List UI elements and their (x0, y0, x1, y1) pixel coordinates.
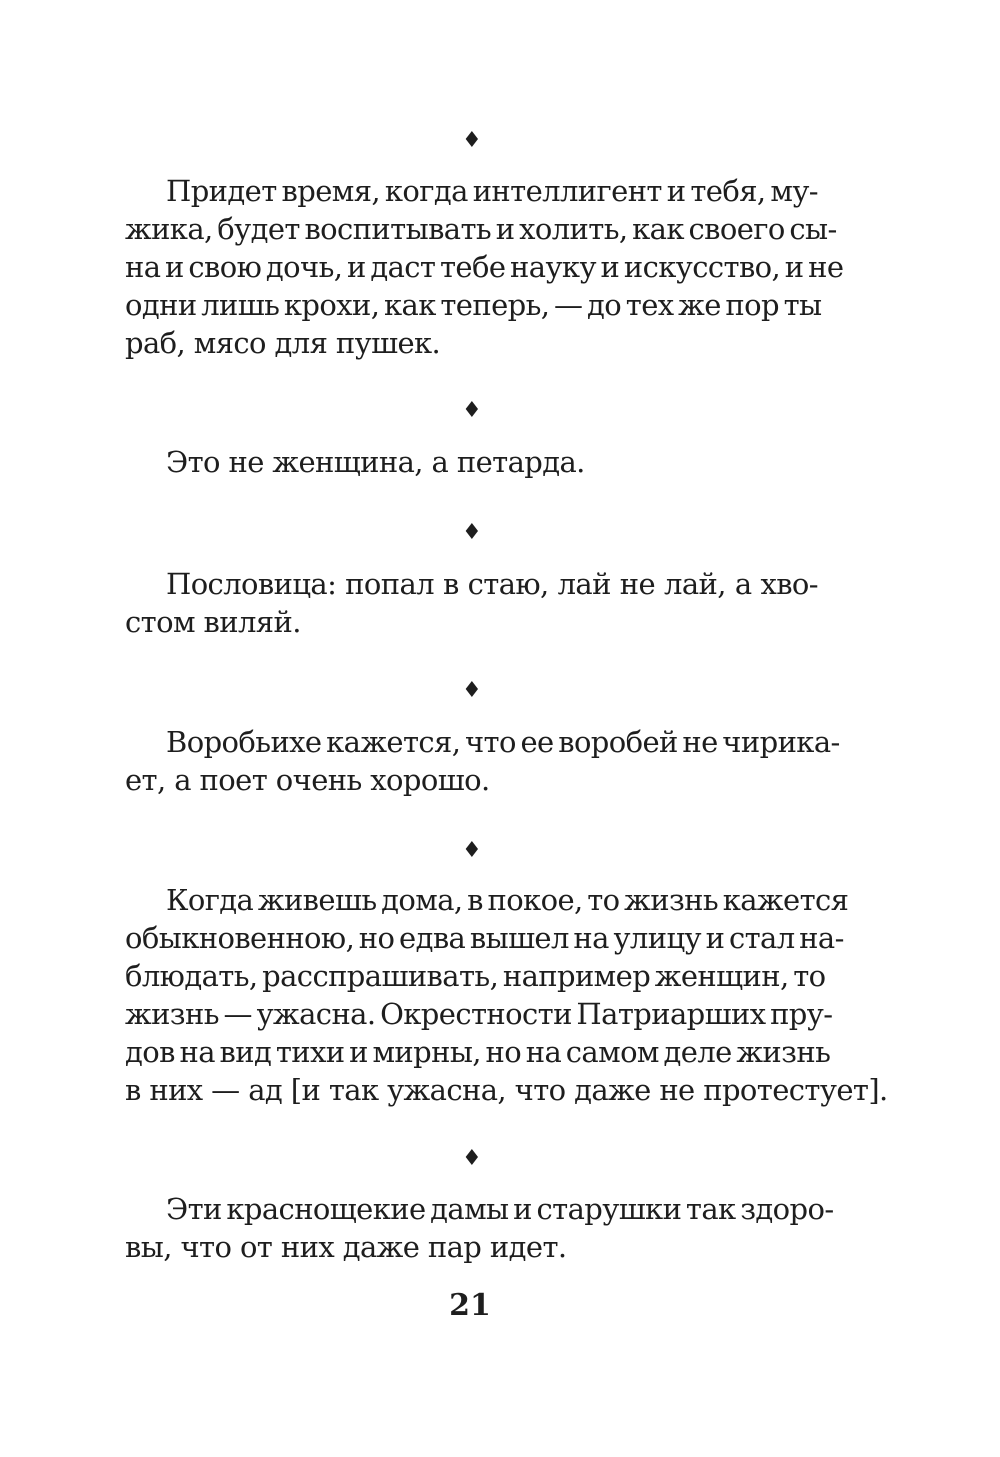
text-line: стом виляй. (125, 605, 301, 639)
text-line: одни лишь крохи, как теперь, — до тех же пор ты (125, 288, 822, 322)
separator-diamond: ♦ (462, 678, 482, 703)
text-line: на и свою дочь, и даст тебе науку и искусство, и не (125, 250, 844, 284)
text-line: вы, что от них даже пар идет. (125, 1230, 567, 1264)
text-line: раб, мясо для пушек. (125, 326, 441, 360)
text-line: Когда живешь дома, в покое, то жизнь кажется (166, 883, 849, 917)
text-line: жика, будет воспитывать и холить, как своего сы- (125, 212, 837, 246)
text-line: ет, а поет очень хорошо. (125, 763, 490, 797)
separator-diamond: ♦ (462, 128, 482, 153)
text-line: Придет время, когда интеллигент и тебя, му- (166, 174, 818, 208)
text-line: блюдать, расспрашивать, например женщин, то (125, 959, 826, 993)
text-line: обыкновенною, но едва вышел на улицу и стал на- (125, 921, 844, 955)
text-line: в них — ад [и так ужасна, что даже не протестует]. (125, 1073, 888, 1107)
text-line: Воробьихе кажется, что ее воробей не чирика- (166, 725, 840, 759)
page-number: 21 (449, 1288, 491, 1323)
separator-diamond: ♦ (462, 398, 482, 423)
separator-diamond: ♦ (462, 838, 482, 863)
text-line: Эти краснощекие дамы и старушки так здоро- (166, 1192, 834, 1226)
text-line: Пословица: попал в стаю, лай не лай, а хво- (166, 567, 818, 601)
text-line: Это не женщина, а петарда. (166, 445, 585, 479)
text-line: жизнь — ужасна. Окрестности Патриарших пру- (125, 997, 833, 1031)
text-line: дов на вид тихи и мирны, но на самом деле жизнь (125, 1035, 831, 1069)
separator-diamond: ♦ (462, 520, 482, 545)
separator-diamond: ♦ (462, 1146, 482, 1171)
